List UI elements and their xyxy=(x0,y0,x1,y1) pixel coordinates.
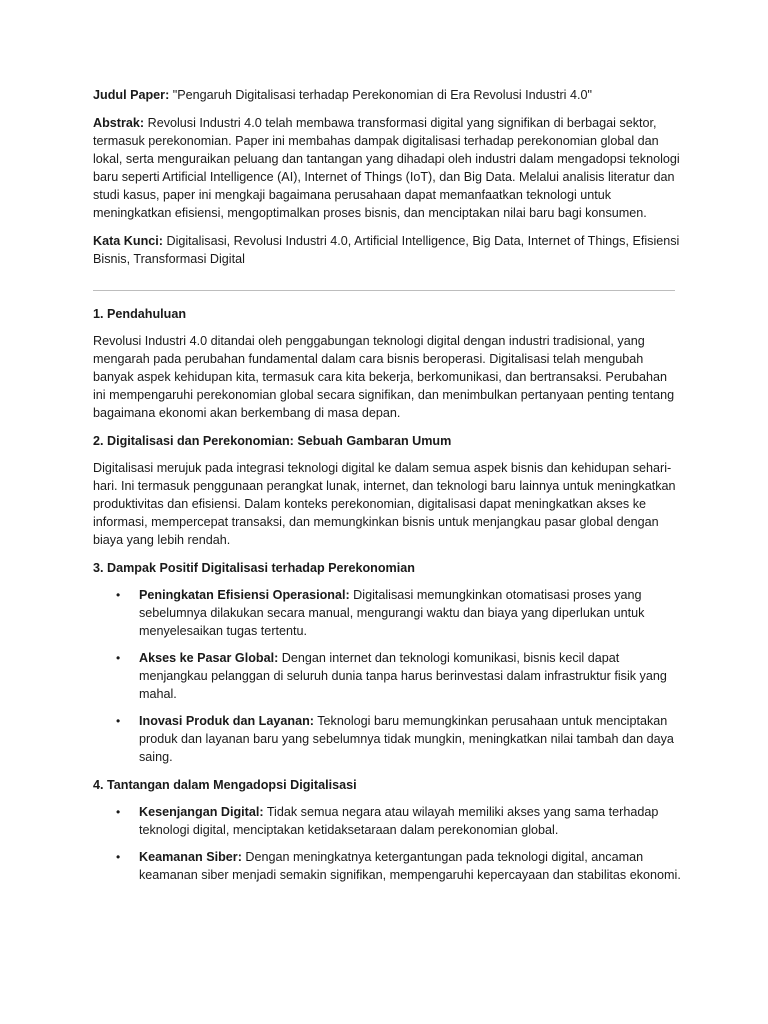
keywords-label: Kata Kunci: xyxy=(93,234,163,248)
list-item-label: Keamanan Siber: xyxy=(139,850,242,864)
bullet-list xyxy=(93,803,683,884)
paper-title-label: Judul Paper: xyxy=(93,88,170,102)
horizontal-divider xyxy=(93,290,675,291)
bullet-icon: • xyxy=(116,850,121,864)
bullet-icon: • xyxy=(116,651,121,665)
section-body: Digitalisasi merujuk pada integrasi teknologi digital ke dalam semua aspek bisnis dan kehidupan sehari-hari. Ini termasuk penggunaan perangkat lunak, internet, dan teknologi baru lainnya untuk meningkatkan produktivitas dan efisiensi. Dalam konteks perekonomian, digitalisasi dapat meningkatkan akses ke informasi, mempercepat transaksi, dan memungkinkan bisnis untuk menjangkau pasar global dengan biaya yang lebih rendah. xyxy=(93,461,676,547)
list-item-text: Tidak semua negara atau wilayah memiliki akses yang sama terhadap teknologi digital, menciptakan ketidaksetaraan dalam perekonomian global. xyxy=(139,805,659,837)
keywords-text: Digitalisasi, Revolusi Industri 4.0, Artificial Intelligence, Big Data, Internet of Things, Efisiensi Bisnis, Transformasi Digital xyxy=(93,234,680,266)
bullet-icon: • xyxy=(116,714,121,728)
section-body: Revolusi Industri 4.0 ditandai oleh penggabungan teknologi digital dengan industri tradisional, yang mengarah pada perubahan fundamental dalam cara bisnis beroperasi. Digitalisasi telah mengubah banyak aspek kehidupan kita, termasuk cara kita bekerja, berkomunikasi, dan bertransaksi. Perubahan ini mempengaruhi perekonomian global secara signifikan, dan menimbulkan pertanyaan penting tentang bagaimana ekonomi akan berkembang di masa depan. xyxy=(93,334,675,420)
bullet-icon: • xyxy=(116,588,121,602)
list-item xyxy=(93,848,683,884)
paper-title xyxy=(93,86,683,104)
section-heading: 1. Pendahuluan xyxy=(93,307,187,321)
keywords xyxy=(93,232,683,268)
bullet-list xyxy=(93,586,683,766)
bullet-icon: • xyxy=(116,805,121,819)
list-item-text: Teknologi baru memungkinkan perusahaan untuk menciptakan produk dan layanan baru yang sebelumnya tidak mungkin, meningkatkan nilai tambah dan daya saing. xyxy=(139,714,674,764)
section-heading: 2. Digitalisasi dan Perekonomian: Sebuah Gambaran Umum xyxy=(93,434,452,448)
list-item-label: Inovasi Produk dan Layanan: xyxy=(139,714,314,728)
list-item xyxy=(93,712,683,766)
list-item xyxy=(93,803,683,839)
section-gambaran-umum xyxy=(93,432,683,549)
list-item xyxy=(93,649,683,703)
list-item-label: Akses ke Pasar Global: xyxy=(139,651,279,665)
section-heading: 3. Dampak Positif Digitalisasi terhadap Perekonomian xyxy=(93,561,415,575)
list-item-text: Dengan meningkatnya ketergantungan pada teknologi digital, ancaman keamanan siber menjadi semakin signifikan, mempengaruhi kepercayaan dan stabilitas ekonomi. xyxy=(139,850,681,882)
abstract-text: Revolusi Industri 4.0 telah membawa transformasi digital yang signifikan di berbagai sektor, termasuk perekonomian. Paper ini membahas dampak digitalisasi terhadap perekonomian global dan lokal, serta menguraikan peluang dan tantangan yang dihadapi oleh industri dalam mengadopsi teknologi baru seperti Artificial Intelligence (AI), Internet of Things (IoT), dan Big Data. Melalui analisis literatur dan studi kasus, paper ini mengkaji bagaimana perusahaan dapat memanfaatkan teknologi untuk meningkatkan efisiensi, mengoptimalkan proses bisnis, dan menciptakan nilai baru bagi konsumen. xyxy=(93,116,680,220)
section-pendahuluan xyxy=(93,305,683,422)
section-heading: 4. Tantangan dalam Mengadopsi Digitalisasi xyxy=(93,778,357,792)
list-item-label: Kesenjangan Digital: xyxy=(139,805,264,819)
section-dampak-positif xyxy=(93,559,683,766)
abstract xyxy=(93,114,683,222)
list-item-label: Peningkatan Efisiensi Operasional: xyxy=(139,588,350,602)
list-item xyxy=(93,586,683,640)
list-item-text: Dengan internet dan teknologi komunikasi, bisnis kecil dapat menjangkau pelanggan di seluruh dunia tanpa harus berinvestasi dalam infrastruktur fisik yang mahal. xyxy=(139,651,667,701)
section-tantangan xyxy=(93,776,683,884)
paper-title-text: "Pengaruh Digitalisasi terhadap Perekonomian di Era Revolusi Industri 4.0" xyxy=(169,88,592,102)
list-item-text: Digitalisasi memungkinkan otomatisasi proses yang sebelumnya dilakukan secara manual, mengurangi waktu dan biaya yang diperlukan untuk menyelesaikan tugas tertentu. xyxy=(139,588,645,638)
abstract-label: Abstrak: xyxy=(93,116,145,130)
document-page xyxy=(93,86,683,894)
